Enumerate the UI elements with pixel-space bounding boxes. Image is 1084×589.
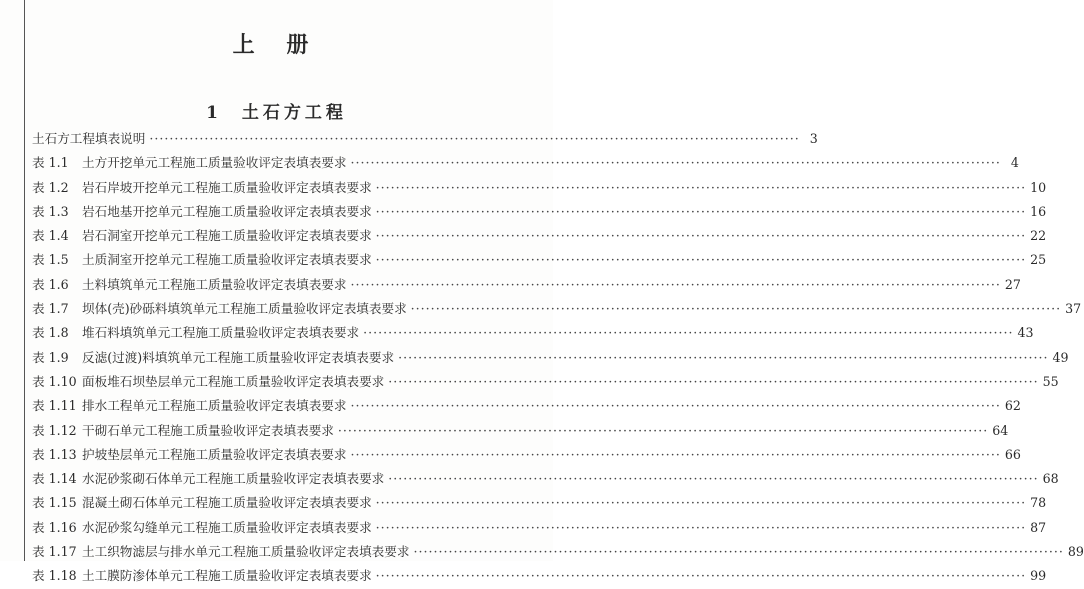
toc-dot-leader xyxy=(388,370,1038,394)
toc-entry xyxy=(32,248,1047,272)
toc-entry xyxy=(32,200,1047,224)
toc-entry-page: 64 xyxy=(992,422,1009,438)
toc-entry-label: 表 1.3 xyxy=(32,203,69,219)
toc-entry xyxy=(32,516,1047,540)
toc-entry-label: 表 1.10 xyxy=(32,373,77,389)
toc-entry xyxy=(32,224,1047,248)
toc-entry-label: 表 1.2 xyxy=(32,179,69,195)
toc-entry-title: 干砌石单元工程施工质量验收评定表填表要求 xyxy=(82,422,334,438)
toc-entry-page: 3 xyxy=(809,131,818,146)
toc-entry xyxy=(32,467,1059,491)
toc-entry-title: 水泥砂浆勾缝单元工程施工质量验收评定表填表要求 xyxy=(82,519,372,535)
toc-dot-leader xyxy=(350,151,1000,175)
toc-entry-title: 土质洞室开挖单元工程施工质量验收评定表填表要求 xyxy=(82,252,372,268)
toc-entry-page: 37 xyxy=(1065,301,1082,317)
toc-entry-page: 87 xyxy=(1030,519,1047,535)
toc-entry xyxy=(32,176,1047,200)
toc-entry-page: 89 xyxy=(1067,544,1084,560)
toc-dot-leader xyxy=(376,176,1026,200)
toc-entry-page: 16 xyxy=(1030,203,1047,219)
toc-entry-title: 混凝土砌石体单元工程施工质量验收评定表填表要求 xyxy=(82,495,372,511)
toc-entry-label: 表 1.16 xyxy=(32,519,77,535)
toc-entry-page: 62 xyxy=(1004,398,1021,414)
toc-dot-leader xyxy=(350,443,1000,467)
toc-entry-title: 水泥砂浆砌石体单元工程施工质量验收评定表填表要求 xyxy=(82,471,385,487)
section-title: 土石方工程 xyxy=(241,103,347,123)
section-heading xyxy=(0,98,553,123)
toc-dot-leader xyxy=(376,200,1026,224)
toc-dot-leader xyxy=(376,516,1026,540)
toc-entry-label: 表 1.13 xyxy=(32,446,77,462)
toc-entry xyxy=(32,346,1069,370)
toc-entry-label: 表 1.8 xyxy=(32,325,69,341)
toc-entry-title: 面板堆石坝垫层单元工程施工质量验收评定表填表要求 xyxy=(82,373,385,389)
section-number: 1 xyxy=(206,103,222,123)
toc-entry-label: 表 1.11 xyxy=(32,398,77,414)
toc-entry-page: 66 xyxy=(1004,446,1021,462)
toc-entry-title: 岩石地基开挖单元工程施工质量验收评定表填表要求 xyxy=(82,203,372,219)
toc-dot-leader xyxy=(350,394,1000,418)
toc-dot-leader xyxy=(398,346,1048,370)
toc-entry xyxy=(32,127,818,151)
toc-entry-label: 表 1.14 xyxy=(32,471,77,487)
toc-entry xyxy=(32,394,1021,418)
toc-entry-page: 99 xyxy=(1030,568,1047,584)
toc-entry-title: 土方开挖单元工程施工质量验收评定表填表要求 xyxy=(82,155,347,171)
page-edge-rule xyxy=(24,0,25,561)
toc-entry-page: 25 xyxy=(1030,252,1047,268)
toc-entry-page: 43 xyxy=(1017,325,1034,341)
toc-entry xyxy=(32,491,1047,515)
toc-entry-title: 土工膜防渗体单元工程施工质量验收评定表填表要求 xyxy=(82,568,372,584)
toc-entry-title: 岩石洞室开挖单元工程施工质量验收评定表填表要求 xyxy=(82,228,372,244)
toc-entry xyxy=(32,321,1034,345)
volume-title: 上 册 xyxy=(232,33,321,58)
toc-entry xyxy=(32,370,1059,394)
toc-dot-leader xyxy=(350,273,1000,297)
toc-entry-label: 表 1.17 xyxy=(32,544,77,560)
toc-entry-page: 55 xyxy=(1042,373,1059,389)
toc-entry-label: 表 1.9 xyxy=(32,349,69,365)
toc-entry-title: 土石方工程填表说明 xyxy=(32,131,146,146)
toc-dot-leader xyxy=(376,248,1026,272)
toc-entry-page: 78 xyxy=(1030,495,1047,511)
toc-entry xyxy=(32,151,1019,175)
toc-entry-title: 岩石岸坡开挖单元工程施工质量验收评定表填表要求 xyxy=(82,179,372,195)
toc-entry-title: 坝体(壳)砂砾料填筑单元工程施工质量验收评定表填表要求 xyxy=(82,301,407,317)
toc-entry-title: 护坡垫层单元工程施工质量验收评定表填表要求 xyxy=(82,446,347,462)
toc-entry-label: 表 1.18 xyxy=(32,568,77,584)
toc-dot-leader xyxy=(376,224,1026,248)
toc-entry-title: 土料填筑单元工程施工质量验收评定表填表要求 xyxy=(82,276,347,292)
toc-dot-leader xyxy=(411,297,1061,321)
toc-entry-page: 22 xyxy=(1030,228,1047,244)
toc-entry-title: 土工织物滤层与排水单元工程施工质量验收评定表填表要求 xyxy=(82,544,410,560)
toc-entry xyxy=(32,540,1084,564)
toc-entry-page: 4 xyxy=(1010,155,1019,171)
toc-dot-leader xyxy=(149,127,799,151)
toc-dot-leader xyxy=(376,491,1026,515)
toc-entry xyxy=(32,443,1021,467)
toc-entry-title: 反滤(过渡)料填筑单元工程施工质量验收评定表填表要求 xyxy=(82,349,395,365)
toc-entry xyxy=(32,564,1047,588)
toc-entry-label: 表 1.7 xyxy=(32,301,69,317)
toc-dot-leader xyxy=(388,467,1038,491)
toc-entry xyxy=(32,419,1009,443)
toc-entry-label: 表 1.6 xyxy=(32,276,69,292)
toc-dot-leader xyxy=(376,564,1026,588)
toc-entry-page: 49 xyxy=(1052,349,1069,365)
toc-entry-label: 表 1.4 xyxy=(32,228,69,244)
toc-entry xyxy=(32,297,1082,321)
toc-dot-leader xyxy=(363,321,1013,345)
toc-entry-title: 排水工程单元工程施工质量验收评定表填表要求 xyxy=(82,398,347,414)
toc-entry-page: 27 xyxy=(1004,276,1021,292)
toc-entry-label: 表 1.15 xyxy=(32,495,77,511)
toc-entry-page: 68 xyxy=(1042,471,1059,487)
toc-dot-leader xyxy=(338,419,988,443)
toc-entry xyxy=(32,273,1021,297)
toc-entry-page: 10 xyxy=(1030,179,1047,195)
toc-dot-leader xyxy=(413,540,1063,564)
toc-entry-label: 表 1.1 xyxy=(32,155,69,171)
table-of-contents xyxy=(32,127,1084,589)
toc-entry-label: 表 1.12 xyxy=(32,422,77,438)
toc-entry-title: 堆石料填筑单元工程施工质量验收评定表填表要求 xyxy=(82,325,360,341)
toc-entry-label: 表 1.5 xyxy=(32,252,69,268)
